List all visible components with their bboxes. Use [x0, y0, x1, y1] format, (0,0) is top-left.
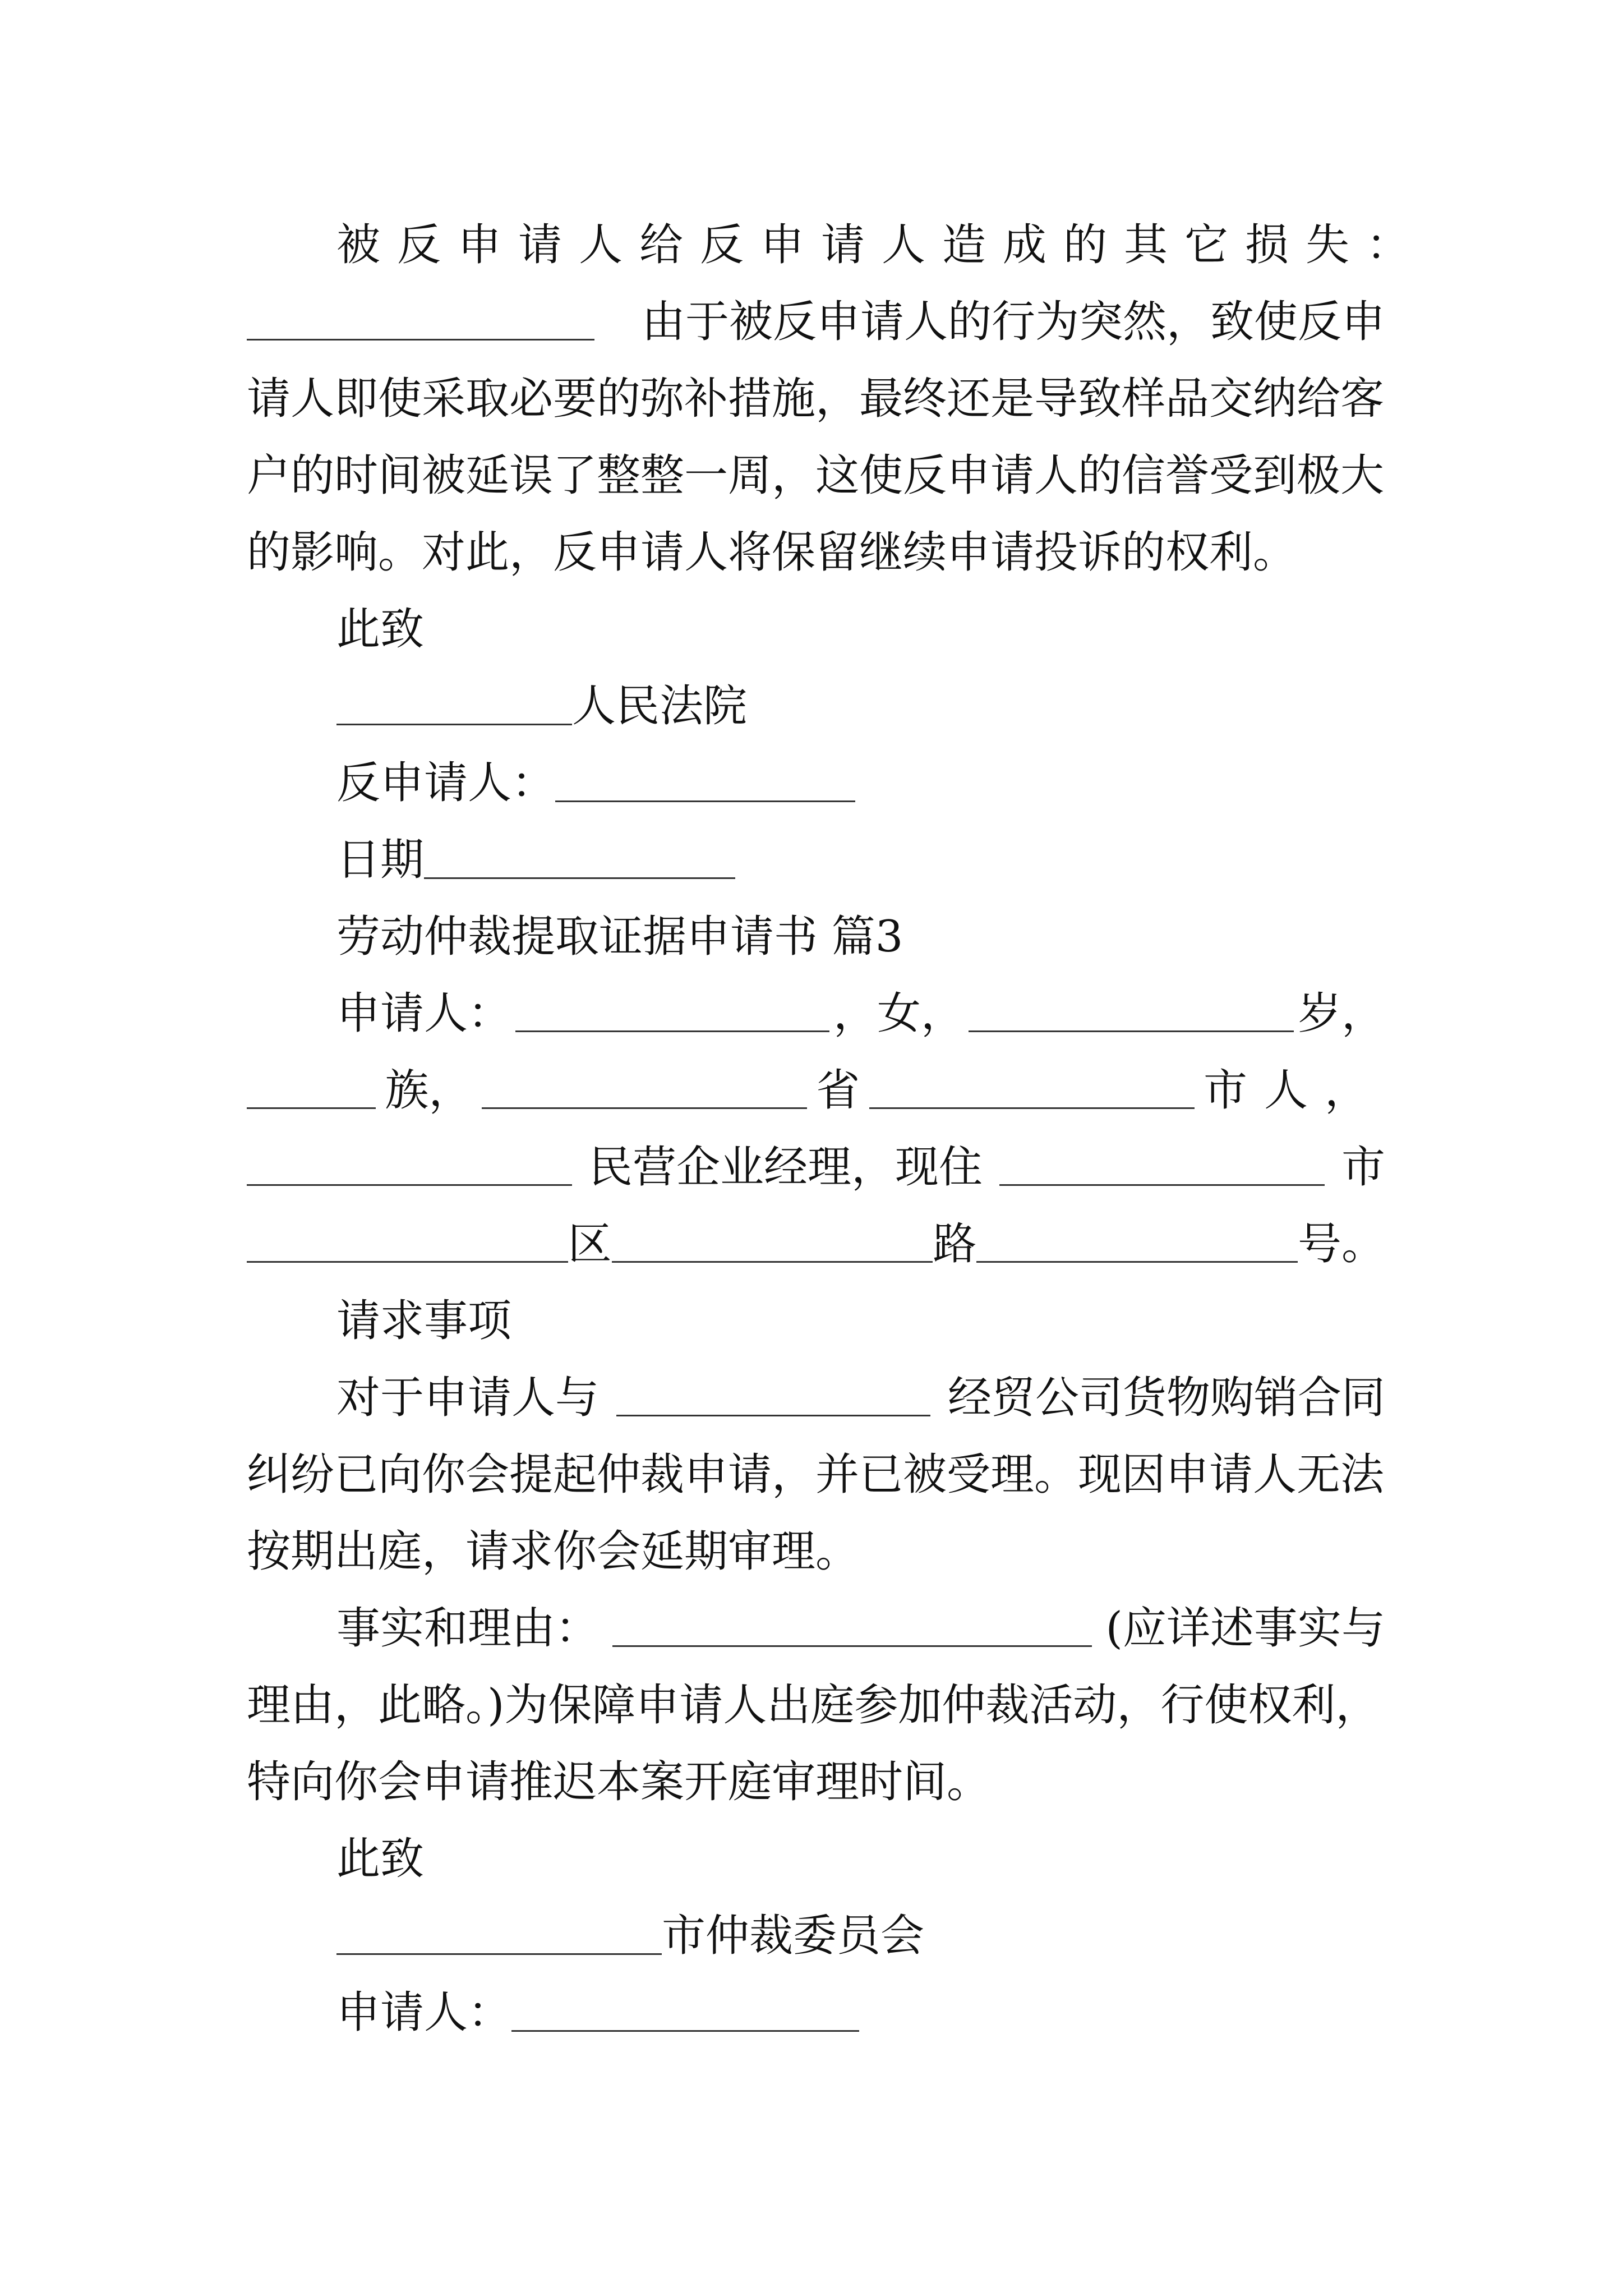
text-segment: 市: [1341, 1142, 1385, 1193]
text-segment: 特向你会申请推迟本案开庭审理时间。: [247, 1757, 991, 1807]
applicant-line: [247, 1137, 1385, 1198]
fill-in-blank-residence-city[interactable]: [999, 1149, 1325, 1186]
paragraph-line: [247, 1444, 1385, 1506]
fill-in-blank-loss[interactable]: [247, 304, 594, 341]
text-segment: 路: [933, 1219, 977, 1269]
text-segment: 理由，此略。)为保障申请人出庭参加仲裁活动，行使权利，: [247, 1680, 1380, 1731]
text-segment: 族，: [385, 1065, 473, 1116]
fill-in-blank-name[interactable]: [515, 996, 829, 1032]
text-segment: ，女，: [833, 988, 965, 1039]
text-segment: 申请人：: [336, 1987, 512, 2038]
fill-in-blank-province[interactable]: [482, 1073, 807, 1109]
counter-applicant-signature: [336, 752, 1385, 814]
text-segment: 事实和理由：: [336, 1603, 600, 1654]
text-segment: 反申请人：: [336, 758, 556, 808]
paragraph-line: [247, 291, 1385, 353]
text-segment: 经贸公司货物购销合同: [947, 1373, 1385, 1423]
fill-in-blank-committee[interactable]: [336, 1918, 662, 1955]
paragraph-line: [336, 1598, 1385, 1659]
fill-in-blank-occupation[interactable]: [247, 1149, 572, 1186]
applicant-signature: [336, 1982, 1385, 2044]
text-segment: 此致: [336, 604, 425, 655]
paragraph-line: [247, 1751, 1385, 1813]
fill-in-blank-number[interactable]: [976, 1226, 1298, 1263]
fill-in-blank-counter-applicant[interactable]: [555, 766, 855, 802]
text-segment: 日期: [336, 835, 425, 885]
paragraph-line: [247, 368, 1385, 430]
loss-heading-line: [336, 214, 1427, 276]
applicant-line: [247, 1060, 1385, 1121]
fill-in-blank-age[interactable]: [969, 996, 1294, 1032]
fill-in-blank-ethnicity[interactable]: [247, 1073, 376, 1109]
text-segment: 户的时间被延误了整整一周，这使反申请人的信誉受到极大: [247, 450, 1385, 501]
fill-in-blank-facts[interactable]: [612, 1611, 1092, 1647]
text-segment: 市仲裁委员会: [662, 1911, 925, 1961]
salutation: [336, 599, 1385, 660]
salutation: [336, 1828, 1385, 1890]
applicant-line: [336, 983, 1385, 1045]
text-segment: 对于申请人与: [336, 1373, 600, 1423]
text-segment: 区: [568, 1219, 612, 1269]
text-segment: 由于被反申请人的行为突然，致使反申: [641, 297, 1385, 347]
fill-in-blank-applicant-signature[interactable]: [511, 1995, 859, 2032]
text-segment: 纠纷已向你会提起仲裁申请，并已被受理。现因申请人无法: [247, 1450, 1385, 1500]
text-segment: 市人，: [1203, 1065, 1385, 1116]
fill-in-blank-court[interactable]: [336, 689, 572, 725]
text-segment: 劳动仲裁提取证据申请书 篇3: [336, 912, 903, 962]
date-line: [336, 829, 1385, 891]
text-segment: (应详述事实与: [1105, 1603, 1385, 1654]
fill-in-blank-date[interactable]: [424, 843, 735, 879]
fill-in-blank-district[interactable]: [247, 1226, 568, 1263]
text-segment: 此致: [336, 1834, 425, 1884]
text-segment: 申请人：: [336, 988, 512, 1039]
paragraph-line: [336, 1367, 1385, 1429]
text-segment: 省: [816, 1065, 860, 1116]
paragraph-line: [247, 522, 1385, 583]
text-segment: 的影响。对此，反申请人将保留继续申请投诉的权利。: [247, 527, 1297, 578]
text-segment: 被反申请人给反申请人造成的其它损失：: [336, 220, 1427, 270]
text-segment: 人民法院: [572, 681, 748, 731]
paragraph-line: [247, 1521, 1385, 1582]
fill-in-blank-road[interactable]: [612, 1226, 933, 1263]
addressee-committee: [336, 1905, 1385, 1967]
applicant-line: [247, 1213, 1385, 1275]
fill-in-blank-city[interactable]: [869, 1073, 1195, 1109]
addressee-court: [336, 675, 1385, 737]
text-segment: 民营企业经理，现住: [588, 1142, 983, 1193]
fill-in-blank-company[interactable]: [616, 1380, 930, 1416]
text-segment: 按期出庭，请求你会延期审理。: [247, 1526, 860, 1577]
paragraph-line: [247, 1674, 1385, 1736]
text-segment: 请求事项: [336, 1296, 512, 1346]
paragraph-line: [247, 445, 1385, 507]
text-segment: 号。: [1298, 1219, 1386, 1269]
text-segment: 请人即使采取必要的弥补措施，最终还是导致样品交纳给客: [247, 374, 1385, 424]
section-heading: [336, 1290, 1385, 1352]
section-title: [336, 906, 1385, 968]
text-segment: 岁，: [1297, 988, 1385, 1039]
